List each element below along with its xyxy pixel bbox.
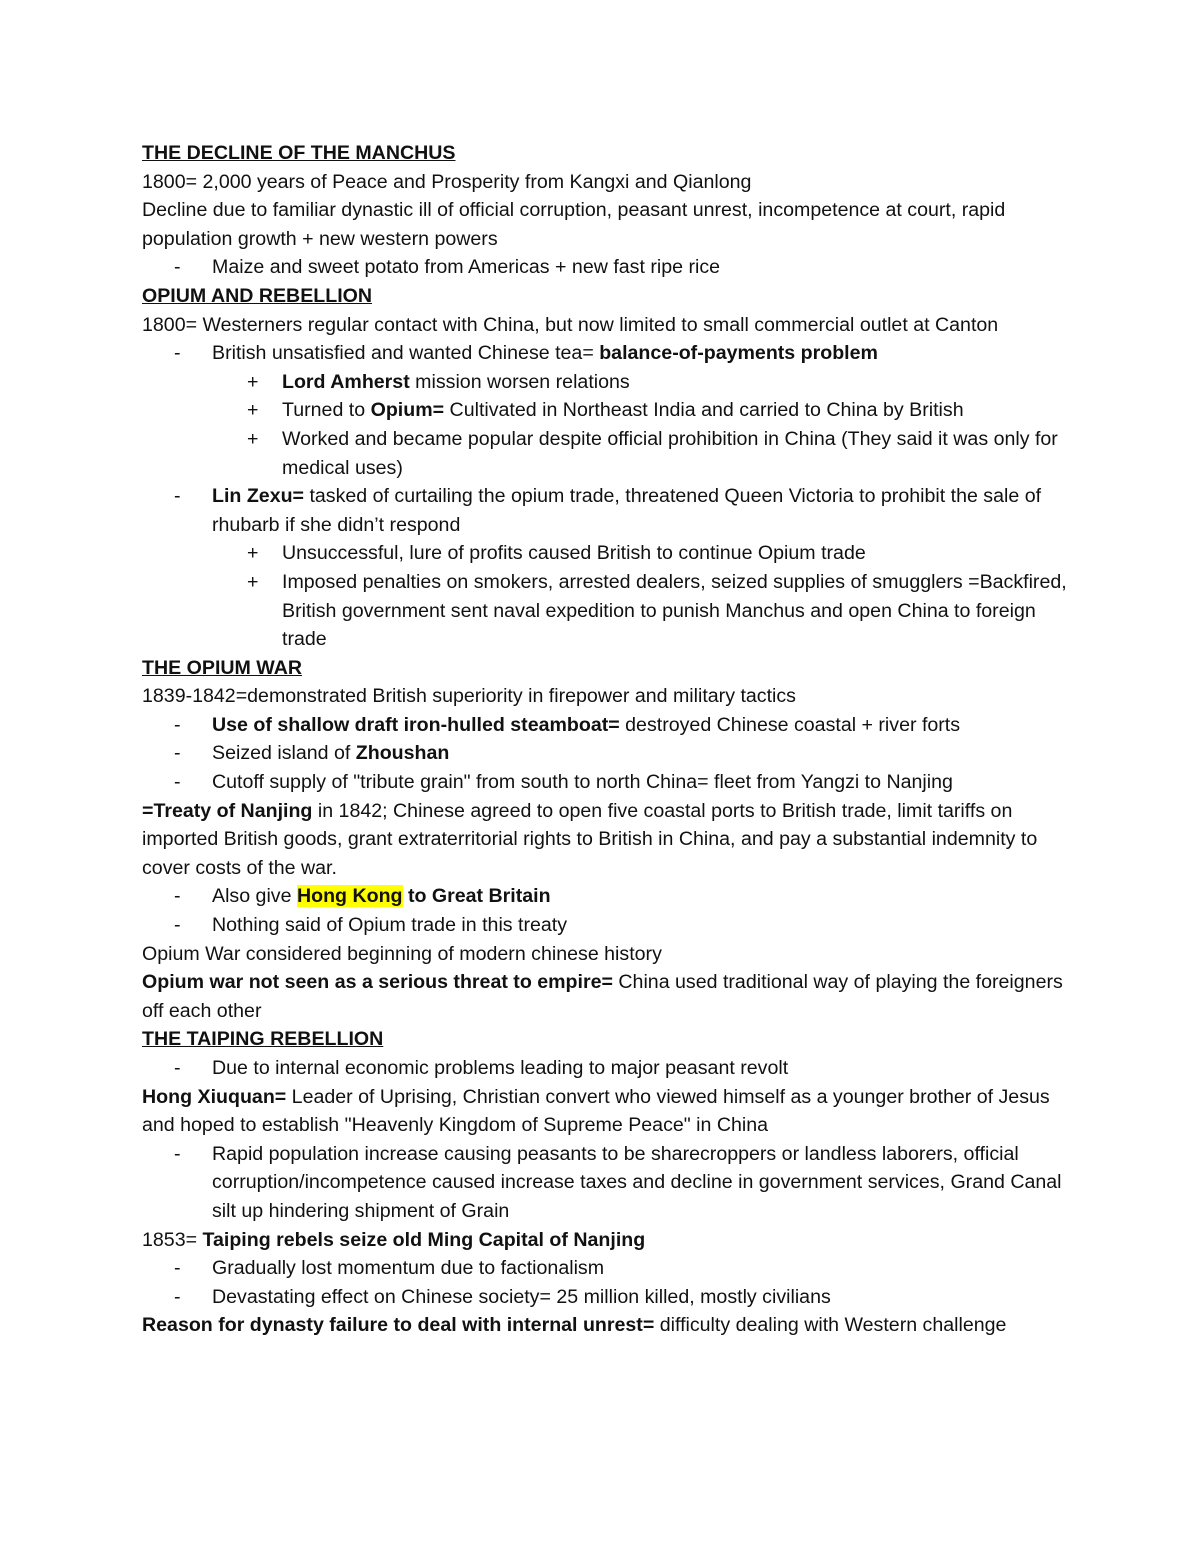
text-run: Maize and sweet potato from Americas + new fast ripe rice [212, 256, 721, 279]
bullet-marker: + [247, 370, 259, 393]
bold-text: Zhoushan [355, 742, 450, 765]
section-heading: OPIUM AND REBELLION [142, 284, 373, 307]
text-run: 1800= Westerners regular contact with China, but now limited to small commercial outlet at Canton [142, 313, 999, 336]
sub-bullet-item [142, 368, 1072, 397]
sub-bullet-item [142, 568, 1072, 654]
text-run: Turned to [282, 399, 371, 422]
text-run: 1839-1842=demonstrated British superiority in firepower and military tactics [142, 685, 796, 708]
bullet-marker: - [174, 1142, 181, 1165]
text-run: Unsuccessful, lure of profits caused British to continue Opium trade [282, 542, 866, 565]
bullet-marker: + [247, 542, 259, 565]
text-run: Leader of Uprising, Christian convert who viewed himself as a younger brother of Jesus and hoped to establish "Heavenly Kingdom of Supreme Peace" in China [142, 1085, 1050, 1137]
bullet-item [142, 739, 1072, 768]
text-run: Due to internal economic problems leading to major peasant revolt [212, 1057, 789, 1079]
paragraph [142, 968, 1072, 1025]
sub-bullet-item [142, 396, 1072, 425]
bullet-marker: - [174, 1257, 181, 1280]
text-run: tasked of curtailing the opium trade, threatened Queen Victoria to prohibit the sale of rhubarb if she didn’t respond [212, 485, 1042, 536]
bullet-item [142, 482, 1072, 539]
text-run: Seized island of [212, 742, 356, 765]
bullet-item [142, 768, 1072, 797]
section-heading: THE TAIPING REBELLION [142, 1028, 384, 1051]
bold-text: to Great Britain [402, 885, 551, 908]
bullet-marker: - [174, 1057, 181, 1079]
sub-bullet-item [142, 539, 1072, 568]
bold-text: Lin Zexu= [212, 485, 304, 508]
bold-text: Hong Xiuquan= [142, 1085, 287, 1108]
text-run: Worked and became popular despite official prohibition in China (They said it was only for medical uses) [282, 427, 1058, 479]
bullet-item [142, 1283, 1072, 1312]
bold-text: Taiping rebels seize old Ming Capital of Nanjing [202, 1228, 646, 1251]
text-run: Cutoff supply of "tribute grain" from south to north China= fleet from Yangzi to Nanjing [212, 771, 953, 794]
bullet-marker: - [174, 713, 181, 736]
paragraph [142, 682, 1072, 711]
bullet-marker: - [174, 256, 181, 279]
text-run: Cultivated in Northeast India and carried to China by British [444, 399, 964, 422]
section-heading: THE DECLINE OF THE MANCHUS [142, 142, 456, 164]
bullet-marker: + [247, 427, 259, 450]
bullet-item [142, 1054, 1072, 1083]
bold-text: Lord Amherst [282, 370, 410, 393]
bullet-marker: - [174, 885, 181, 908]
bold-text: Use of shallow draft iron-hulled steamboat= [212, 713, 620, 736]
bold-text: balance-of-payments problem [599, 342, 878, 365]
bullet-item [142, 253, 1072, 282]
highlighted-text: Hong Kong [296, 885, 403, 908]
text-run: 1853= [142, 1228, 203, 1251]
text-run: British unsatisfied and wanted Chinese tea= [212, 342, 600, 365]
document-content [142, 139, 1072, 1340]
bold-text: Opium war not seen as a serious threat to empire= [142, 971, 613, 994]
bullet-item [142, 1140, 1072, 1226]
paragraph [142, 311, 1072, 340]
text-run: difficulty dealing with Western challenge [654, 1314, 1007, 1337]
text-run: mission worsen relations [409, 370, 630, 393]
text-run: Gradually lost momentum due to factionalism [212, 1257, 605, 1280]
bullet-item [142, 339, 1072, 368]
bullet-marker: - [174, 1285, 181, 1308]
text-run: Opium War considered beginning of modern chinese history [142, 942, 662, 965]
section-heading: THE OPIUM WAR [142, 656, 303, 679]
bullet-item [142, 882, 1072, 911]
bullet-marker: - [174, 914, 181, 937]
text-run: Rapid population increase causing peasants to be sharecroppers or landless laborers, official corruption/incompetence caused increase taxes and decline in government services, Grand Canal silt up hindering shipment of Grain [212, 1142, 1062, 1222]
bold-text: Opium= [370, 399, 445, 422]
bold-text: Reason for dynasty failure to deal with internal unrest= [142, 1314, 655, 1337]
bullet-item [142, 1254, 1072, 1283]
text-run: Imposed penalties on smokers, arrested dealers, seized supplies of smugglers =Backfired, British government sent naval expedition to punish Manchus and open China to foreign trade [282, 570, 1067, 651]
bold-text: =Treaty of Nanjing [142, 799, 313, 822]
text-run: in 1842; Chinese agreed to open five coastal ports to British trade, limit tariffs on imported British goods, grant extraterritorial rights to British in China, and pay a substantial indemnity to cover costs of the war. [142, 799, 1038, 879]
bullet-item [142, 711, 1072, 740]
text-run: Nothing said of Opium trade in this treaty [212, 914, 568, 937]
paragraph [142, 168, 1072, 197]
sub-bullet-item [142, 425, 1072, 482]
text-run: China used traditional way of playing the foreigners off each other [142, 971, 1063, 1022]
paragraph [142, 1311, 1072, 1340]
bullet-marker: - [174, 742, 181, 765]
bullet-marker: - [174, 485, 181, 508]
paragraph [142, 1226, 1072, 1255]
bullet-marker: + [247, 570, 259, 593]
paragraph [142, 1083, 1072, 1140]
text-run: destroyed Chinese coastal + river forts [619, 713, 961, 736]
text-run: 1800= 2,000 years of Peace and Prosperity from Kangxi and Qianlong [142, 170, 752, 193]
bullet-marker: - [174, 771, 181, 794]
bullet-marker: + [247, 399, 259, 422]
text-run: Decline due to familiar dynastic ill of official corruption, peasant unrest, incompetence at court, rapid population growth + new western powers [142, 199, 1006, 250]
paragraph [142, 196, 1072, 253]
bullet-marker: - [174, 342, 181, 365]
paragraph [142, 797, 1072, 883]
text-run: Devastating effect on Chinese society= 25 million killed, mostly civilians [212, 1285, 831, 1308]
text-run: Also give [212, 885, 297, 908]
bullet-item [142, 911, 1072, 940]
paragraph [142, 940, 1072, 969]
